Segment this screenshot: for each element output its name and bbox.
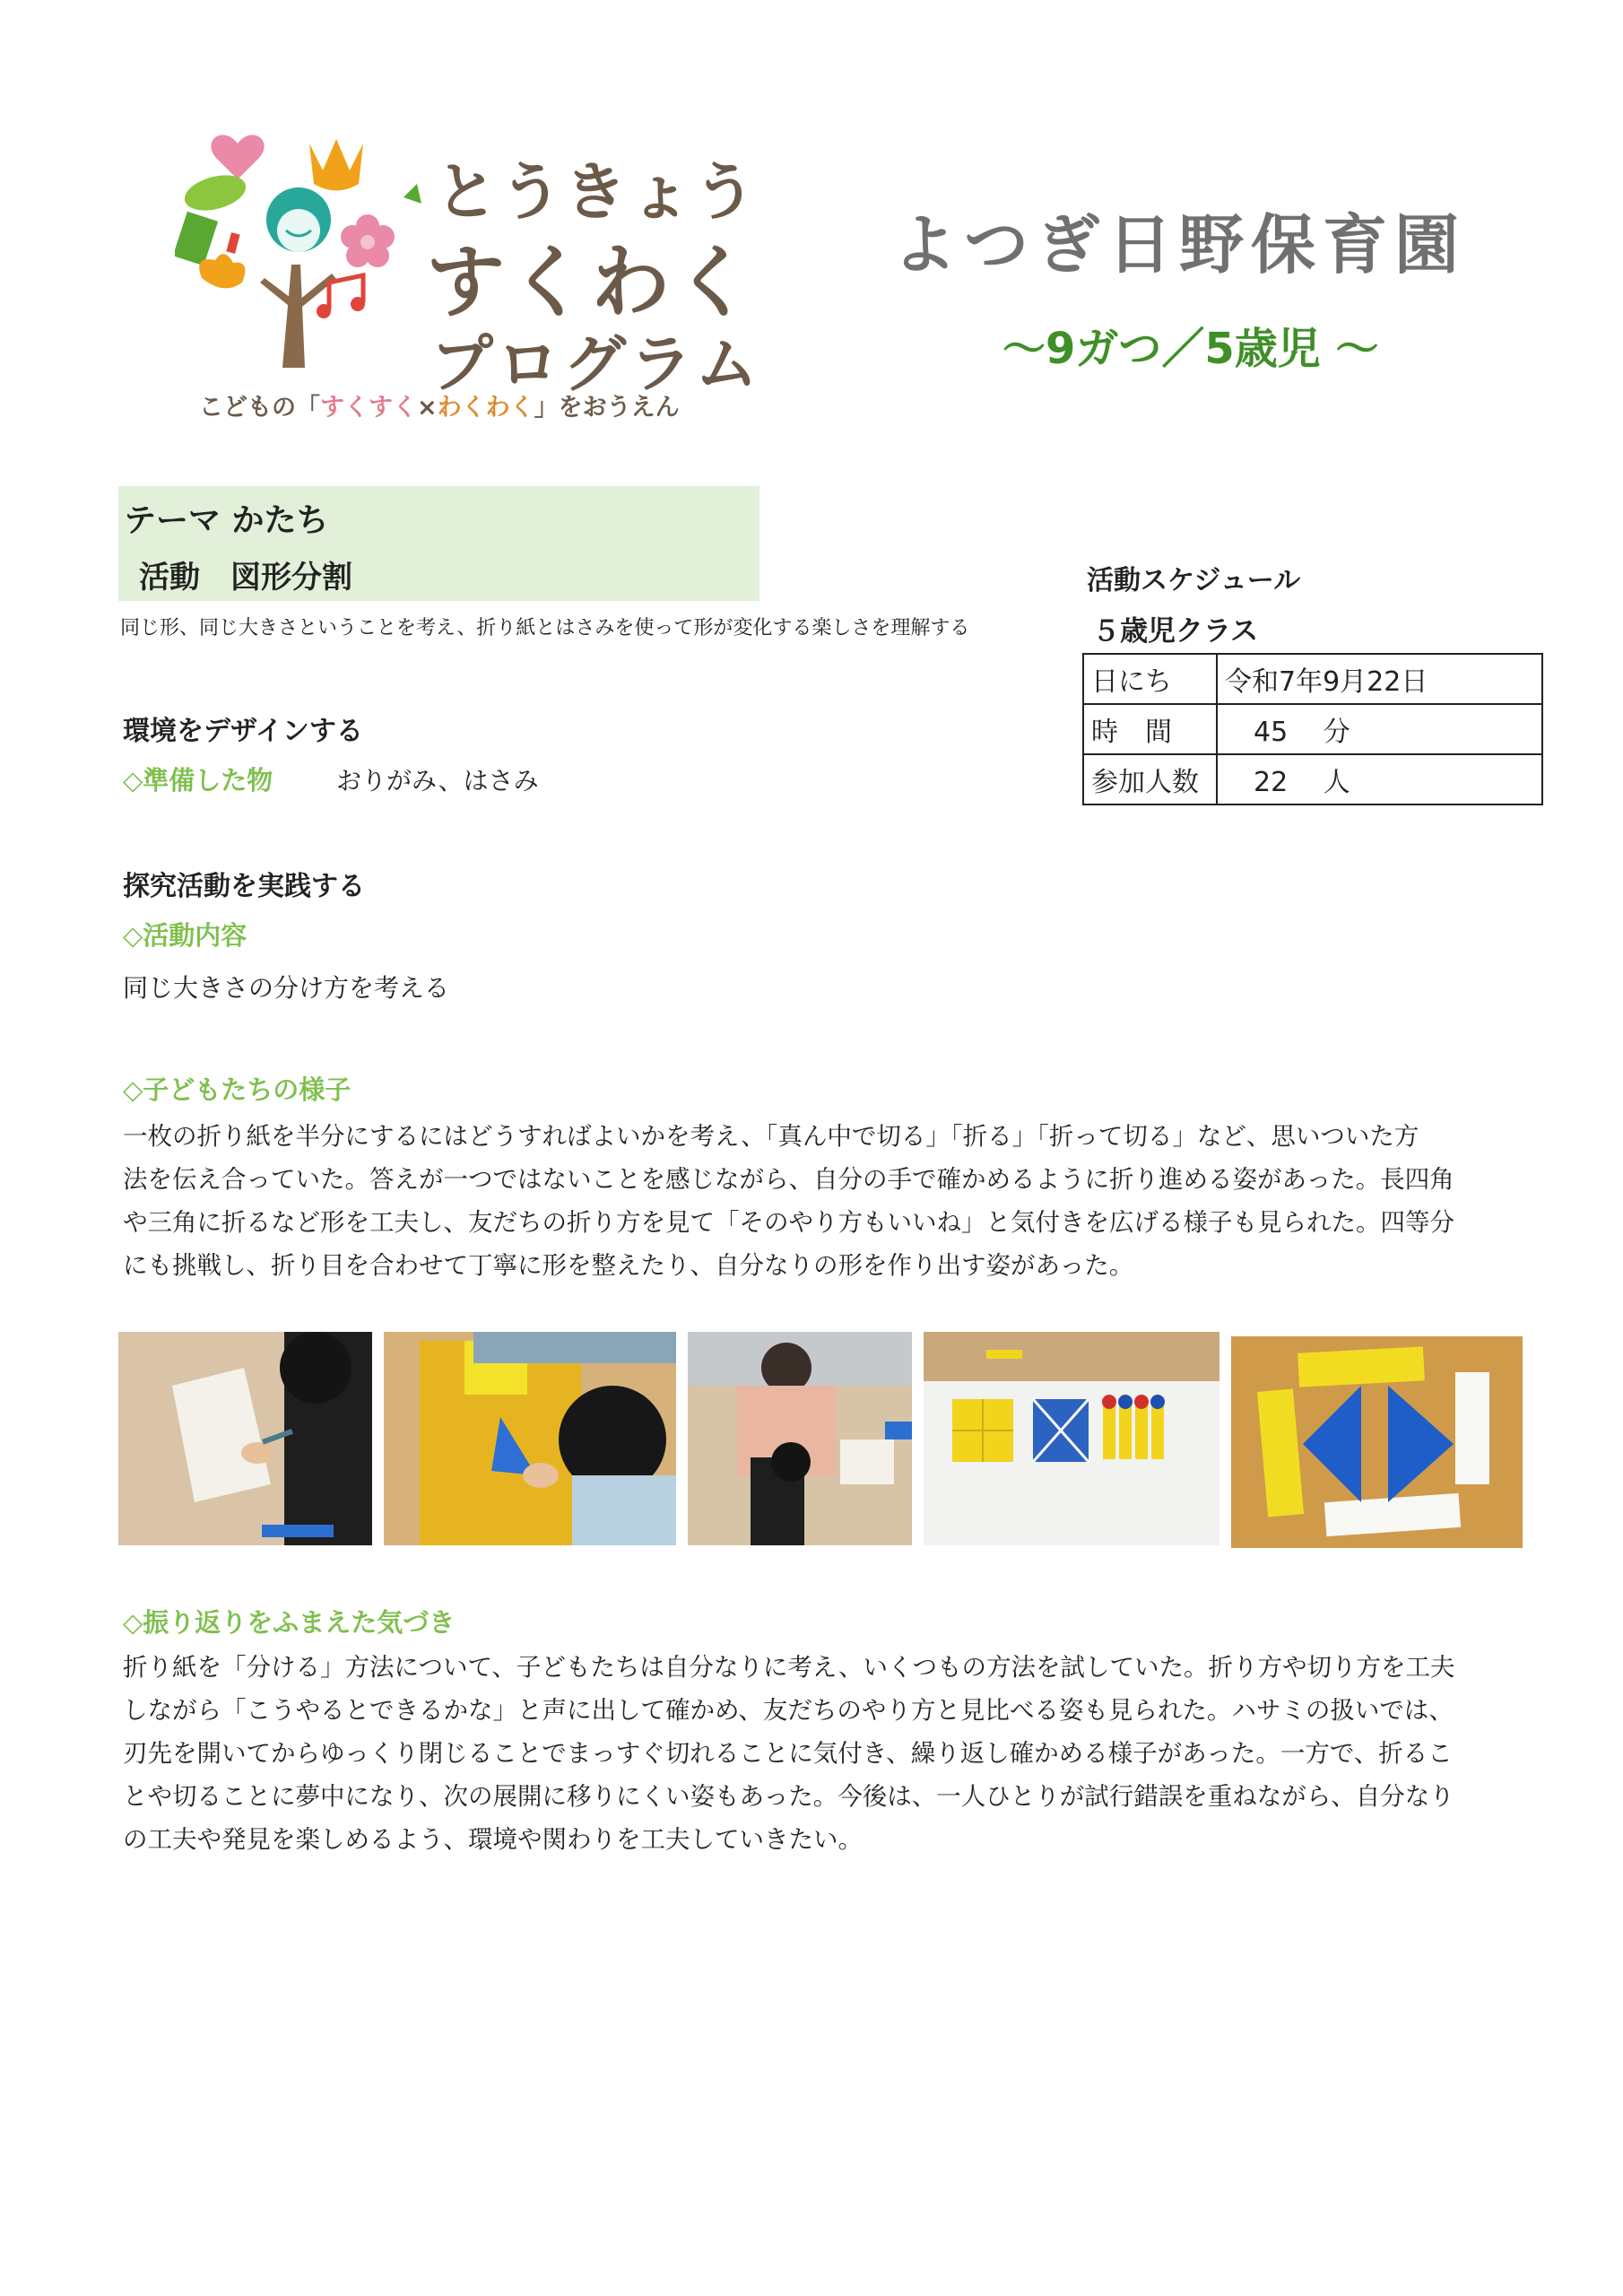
photo-teacher-child (688, 1332, 912, 1545)
schedule-row-participants (1083, 754, 1542, 804)
children-label: ◇子どもたちの様子 (123, 1074, 352, 1105)
photo-shapes (1231, 1336, 1523, 1548)
tagline-highlight-2: わくわく (437, 394, 534, 422)
tagline-post: 」をおうえん (534, 394, 680, 422)
prepared-label: ◇準備した物 (123, 765, 273, 796)
paragraph-line: 法を伝え合っていた。答えが一つではないことを感じながら、自分の手で確かめるように折り進める姿があった。長四角 (123, 1165, 1454, 1194)
activity-content-label: ◇活動内容 (123, 920, 247, 951)
paragraph-line: 折り紙を「分ける」方法について、子どもたちは自分なりに考え、いくつもの方法を試していた。折り方や切り方を工夫 (123, 1653, 1455, 1682)
reflection-paragraph (123, 1646, 1522, 1861)
photo-whiteboard (924, 1332, 1219, 1545)
photo-child-cutting (118, 1332, 372, 1545)
schedule-label: 時 間 (1083, 704, 1217, 754)
schedule-table (1082, 653, 1543, 805)
schedule-row-date (1083, 654, 1542, 704)
children-paragraph (123, 1115, 1522, 1287)
reflection-label: ◇振り返りをふまえた気づき (123, 1607, 456, 1638)
paragraph-line: の工夫や発見を楽しめるよう、環境や関わりを工夫していきたい。 (123, 1825, 863, 1854)
prepared-items: おりがみ、はさみ (336, 766, 539, 796)
paragraph-line: 一枚の折り紙を半分にするにはどうすればよいかを考え、「真ん中で切る」「折る」「折って切る」など、思いついた方 (123, 1122, 1419, 1151)
month-class-subtitle: ～9ガつ／5歳児 ～ (1002, 324, 1379, 374)
logo-line-2: すくわく (426, 236, 757, 328)
schedule-label: 参加人数 (1083, 754, 1217, 804)
inquiry-title: 探究活動を実践する (123, 871, 365, 902)
paragraph-line: にも挑戦し、折り目を合わせて丁寧に形を整えたり、自分なりの形を作り出す姿があった。 (123, 1251, 1134, 1280)
logo-line-1: とうきょう (435, 155, 758, 229)
schedule-label: 日にち (1083, 654, 1217, 704)
schedule-value: 22 人 (1217, 754, 1542, 804)
schedule-heading: 活動スケジュール (1087, 565, 1301, 596)
paragraph-line: とや切ることに夢中になり、次の展開に移りにくい姿もあった。今後は、一人ひとりが試行錯誤を重ねながら、自分なり (123, 1782, 1454, 1811)
class-name: ５歳児クラス (1092, 615, 1259, 648)
activity-aim: 同じ形、同じ大きさということを考え、折り紙とはさみを使って形が変化する楽しさを理解する (120, 617, 970, 639)
paragraph-line: 刃先を開いてからゆっくり閉じることでまっすぐ切れることに気付き、繰り返し確かめる様子があった。一方で、折るこ (123, 1739, 1453, 1768)
paragraph-line: や三角に折るなど形を工夫し、友だちの折り方を見て「そのやり方もいいね」と気付きを広げる様子も見られた。四等分 (123, 1208, 1454, 1237)
school-name: よつぎ日野保育園 (892, 207, 1467, 283)
environment-title: 環境をデザインする (123, 716, 363, 747)
paragraph-line: しながら「こうやるとできるかな」と声に出して確かめ、友だちのやり方と見比べる姿も見られた。ハサミの扱いでは、 (123, 1696, 1454, 1725)
theme-title: テーマ かたち (124, 502, 329, 539)
activity-content-text: 同じ大きさの分け方を考える (123, 973, 450, 1003)
schedule-row-time (1083, 704, 1542, 754)
tagline-x: × (417, 394, 438, 422)
schedule-value: 45 分 (1217, 704, 1542, 754)
tagline-highlight-1: すくすく (320, 394, 417, 422)
activity-title: 活動 図形分割 (139, 560, 352, 596)
tagline-pre: こどもの「 (199, 394, 320, 422)
photo-child-folding (384, 1332, 676, 1545)
schedule-value: 令和7年9月22日 (1217, 654, 1542, 704)
logo-tagline (199, 387, 680, 422)
logo-line-3: プログラム (430, 327, 762, 401)
